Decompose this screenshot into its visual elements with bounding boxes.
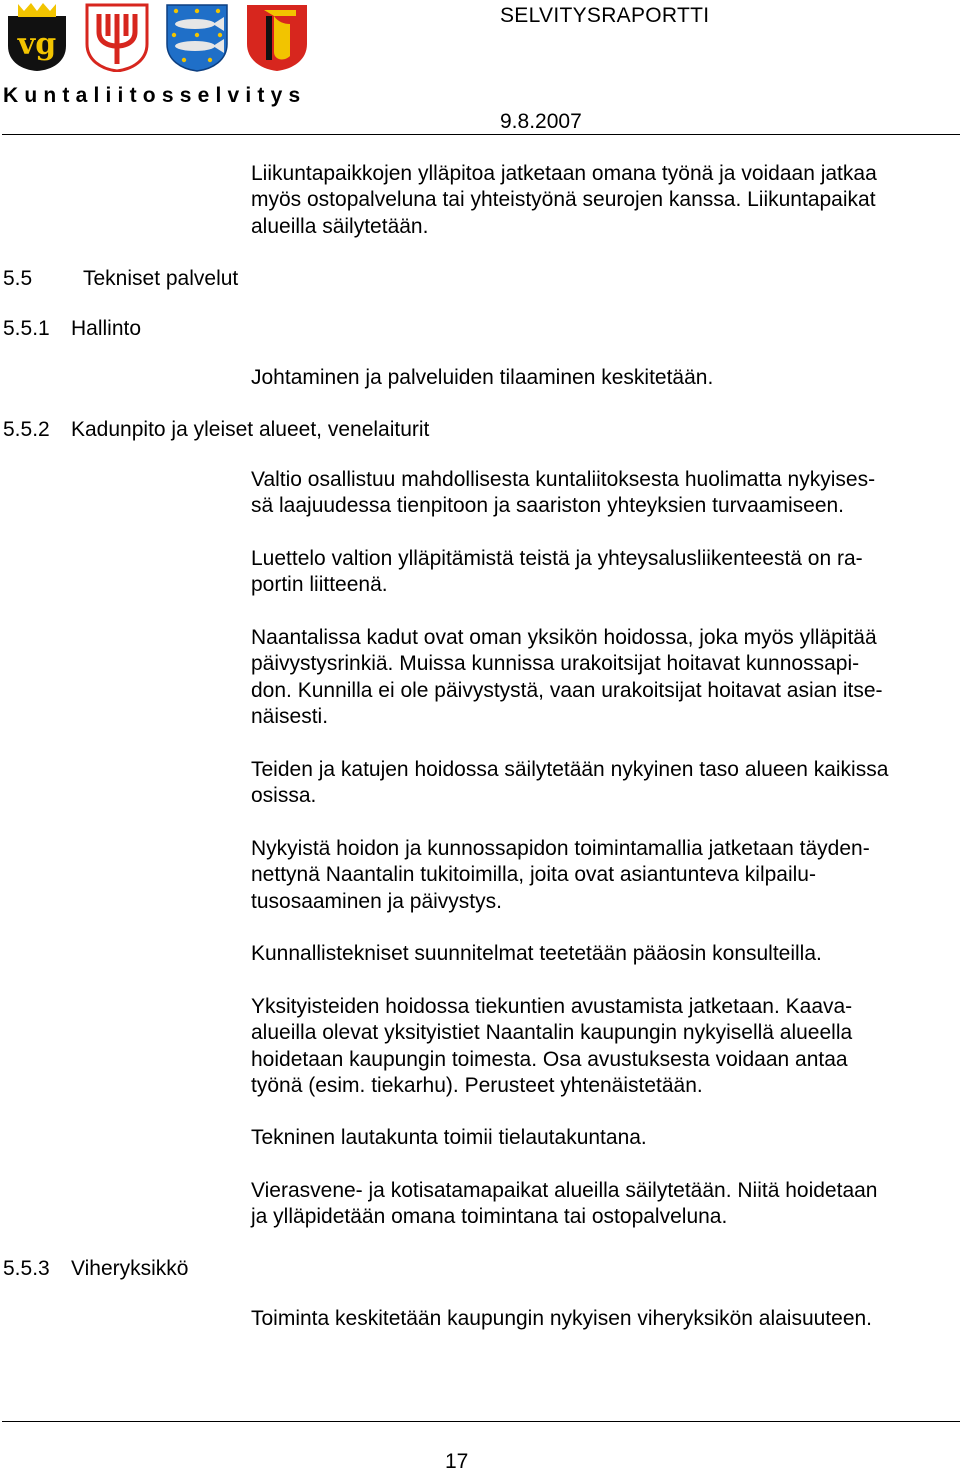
report-title: SELVITYSRAPORTTI [500,4,710,27]
footer-rule [2,1421,960,1422]
paragraph-10 [251,1306,951,1332]
paragraph-3 [251,625,951,730]
paragraph-8 [251,1125,951,1151]
heading-title: Viheryksikkö [71,1257,189,1280]
heading-number: 5.5.2 [3,418,50,441]
heading-5-5 [3,267,238,291]
text-line: hoidetaan kaupungin toimesta. Osa avustuksesta voidaan antaa [251,1047,848,1071]
text-line: Liikuntapaikkojen ylläpitoa jatketaan omana työnä ja voidaan jatkaa [251,162,877,185]
text-line: Luettelo valtion ylläpitämistä teistä ja yhteysalusliikenteestä on ra- [251,547,863,570]
heading-title: Tekniset palvelut [83,267,239,290]
text-line: ja ylläpidetään omana toimintana tai ostopalveluna. [251,1205,728,1229]
crest-axe-icon [244,2,310,72]
heading-number: 5.5.1 [3,317,50,340]
text-line: osissa. [251,784,317,808]
page-number: 17 [445,1450,469,1473]
heading-5-5-1 [3,317,141,341]
paragraph-6 [251,941,951,967]
text-line: Naantalissa kadut ovat oman yksikön hoidossa, joka myös ylläpitää [251,626,877,649]
heading-number: 5.5.3 [3,1257,50,1280]
crest-vg-icon [4,2,70,72]
text-line: Vierasvene- ja kotisatamapaikat alueilla säilytetään. Niitä hoidetaan [251,1179,878,1202]
text-line: Teiden ja katujen hoidossa säilytetään nykyinen taso alueen kaikissa [251,758,889,781]
text-line: Yksityisteiden hoidossa tiekuntien avustamista jatketaan. Kaava- [251,995,853,1018]
text-line: tusosaaminen ja päivystys. [251,889,502,913]
heading-title: Hallinto [71,317,142,340]
report-date: 9.8.2007 [500,110,582,133]
text-line: nettynä Naantalin tukitoimilla, joita ovat asiantunteva kilpailu- [251,863,816,887]
text-line: Nykyistä hoidon ja kunnossapidon toimintamallia jatketaan täyden- [251,837,870,860]
heading-5-5-3 [3,1257,189,1281]
heading-title: Kadunpito ja yleiset alueet, venelaiturit [71,418,430,441]
heading-5-5-2 [3,418,429,442]
text-line: Valtio osallistuu mahdollisesta kuntaliitoksesta huolimatta nykyises- [251,468,876,491]
header-rule [2,134,960,135]
heading-number: 5.5 [3,267,33,290]
paragraph-2 [251,546,951,599]
text-line: työnä (esim. tiekarhu). Perusteet yhtenäistetään. [251,1073,703,1097]
text-line: Kunnallistekniset suunnitelmat teetetään pääosin konsulteilla. [251,942,822,965]
text-line: don. Kunnilla ei ole päivystystä, vaan urakoitsijat hoitavat asian itse- [251,678,883,702]
text-line: Toiminta keskitetään kaupungin nykyisen viheryksikön alaisuuteen. [251,1307,873,1330]
paragraph-5 [251,836,951,915]
text-line: portin liitteenä. [251,573,388,597]
text-line: sä laajuudessa tienpitoon ja saariston yhteyksien turvaamiseen. [251,494,845,518]
svg-text:vg: vg [17,27,57,62]
paragraph-1 [251,467,951,520]
paragraph-4 [251,757,951,810]
paragraph-9 [251,1178,951,1231]
paragraph-7 [251,994,951,1099]
text-line: Johtaminen ja palveluiden tilaaminen keskitetään. [251,366,714,389]
crest-fish-icon [164,2,230,72]
text-line: myös ostopalveluna tai yhteistyönä seurojen kanssa. Liikuntapaikat [251,188,876,212]
text-line: Tekninen lautakunta toimii tielautakuntana. [251,1126,647,1149]
text-line: päivystysrinkiä. Muissa kunnissa urakoitsijat hoitavat kunnossapi- [251,652,860,676]
text-line: alueilla säilytetään. [251,214,429,238]
text-line: näisesti. [251,704,329,728]
text-line: alueilla olevat yksityistiet Naantalin kaupungin nykyisellä alueella [251,1021,853,1045]
paragraph-intro [251,161,951,240]
document-subtitle: Kuntaliitosselvitys [3,84,307,107]
paragraph-hallinto [251,365,951,391]
crest-trident-icon [84,2,150,72]
